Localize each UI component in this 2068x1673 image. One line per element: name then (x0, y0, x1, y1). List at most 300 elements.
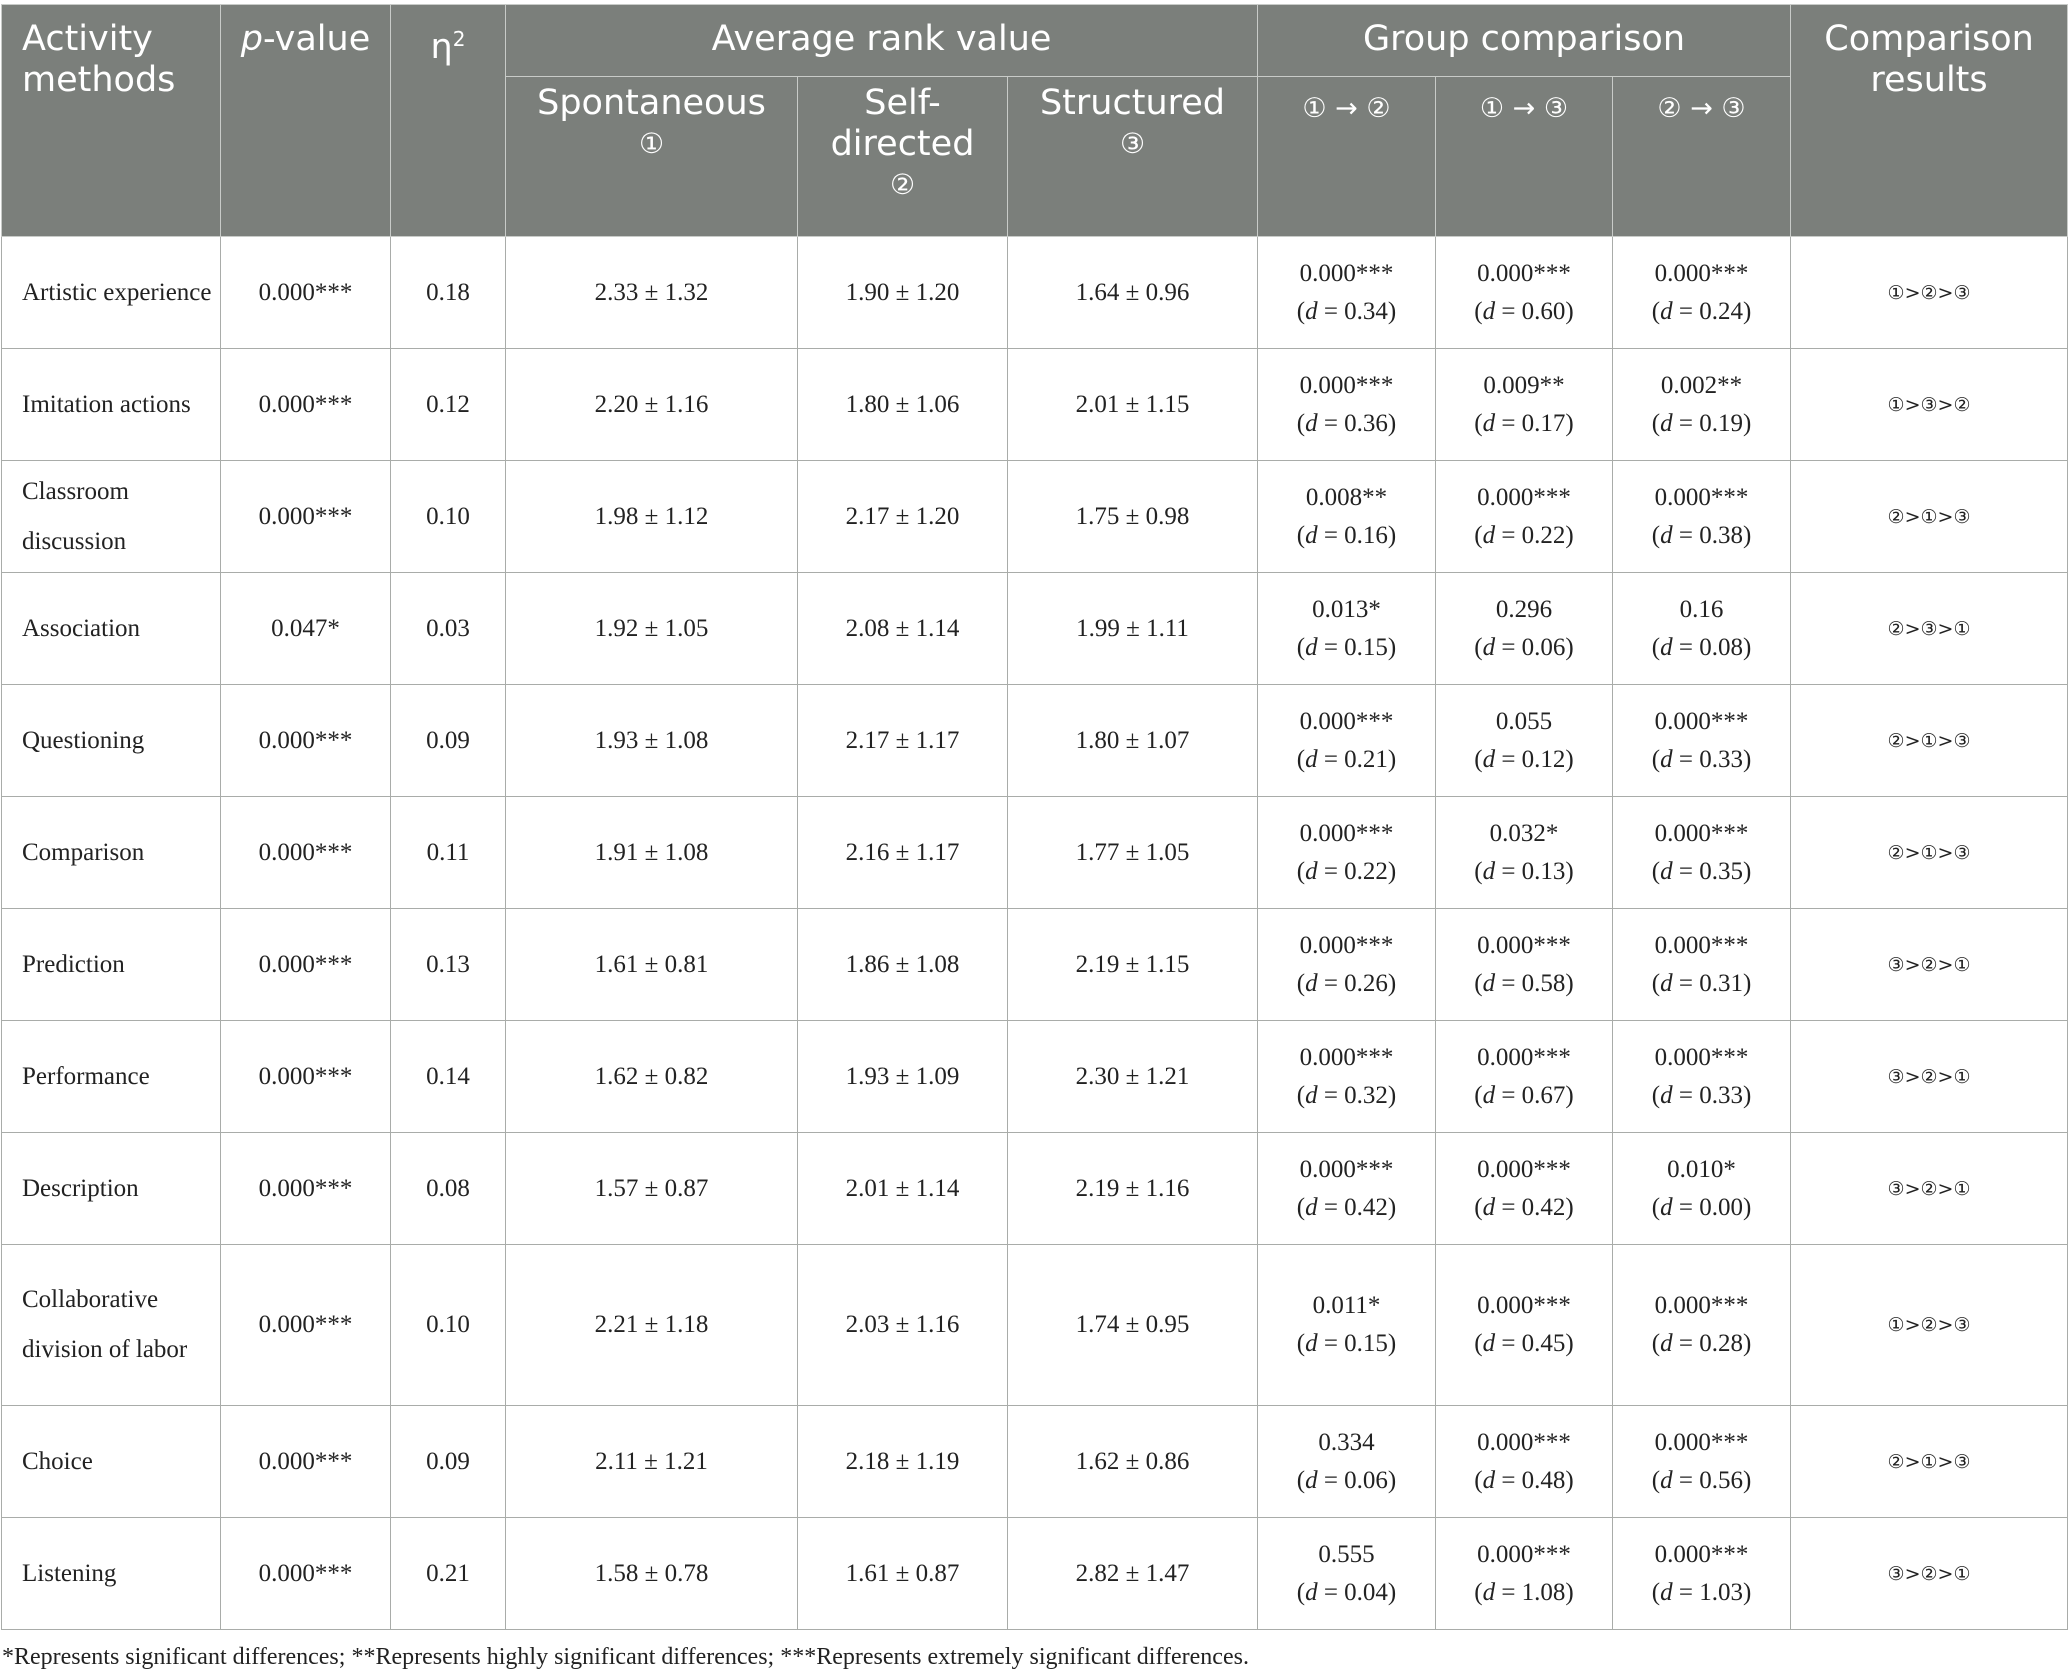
d-value: 0.33 (1699, 745, 1743, 773)
d-letter: d (1660, 1578, 1673, 1606)
cell-cmp-1-3 (1436, 573, 1613, 685)
d-value: 0.15 (1344, 633, 1388, 661)
table-page (0, 4, 2068, 1671)
d-value: 0.06 (1344, 1466, 1388, 1494)
activity-methods-table (1, 4, 2068, 1630)
d-letter: d (1482, 1193, 1496, 1221)
cell-cmp-2-3 (1613, 685, 1791, 797)
paren-open: ( (1474, 1578, 1483, 1606)
equals: = (1495, 745, 1522, 773)
cell-cmp-1-2-p: 0.000*** (1299, 259, 1394, 287)
cell-rank-spontaneous: 1.57 ± 0.87 (506, 1133, 798, 1245)
cell-cmp-1-3-effect-size (1436, 965, 1612, 1003)
cell-eta-squared: 0.13 (391, 909, 506, 1021)
paren-close: ) (1742, 1081, 1752, 1109)
paren-open: ( (1474, 1330, 1483, 1357)
cell-cmp-1-2 (1258, 573, 1436, 685)
paren-open: ( (1296, 857, 1306, 885)
d-value: 0.45 (1521, 1330, 1566, 1357)
d-letter: d (1660, 1081, 1673, 1109)
d-letter: d (1482, 521, 1496, 549)
cell-cmp-1-3-effect-size (1436, 1325, 1612, 1363)
cell-cmp-1-2 (1258, 1518, 1436, 1630)
cell-rank-spontaneous: 1.92 ± 1.05 (506, 573, 798, 685)
cell-cmp-2-3-p: 0.000*** (1654, 483, 1749, 511)
cell-eta-squared: 0.11 (391, 797, 506, 909)
cell-rank-spontaneous: 2.11 ± 1.21 (506, 1406, 798, 1518)
paren-open: ( (1296, 745, 1306, 773)
cell-cmp-2-3-effect-size (1613, 1574, 1790, 1612)
table-row (2, 573, 2068, 685)
equals: = (1672, 633, 1700, 661)
paren-close: ) (1565, 521, 1574, 549)
equals: = (1317, 969, 1345, 997)
header-structured (1008, 77, 1258, 237)
cell-cmp-1-3 (1436, 1406, 1613, 1518)
paren-close: ) (1387, 1330, 1397, 1357)
d-letter: d (1305, 633, 1318, 661)
cell-cmp-1-2-effect-size (1258, 1574, 1435, 1612)
paren-close: ) (1742, 409, 1752, 437)
cell-cmp-1-3-effect-size (1436, 1077, 1612, 1115)
d-letter: d (1660, 857, 1673, 885)
paren-open: ( (1651, 1466, 1661, 1494)
d-letter: d (1660, 745, 1673, 773)
cell-cmp-2-3-effect-size (1613, 1077, 1790, 1115)
cell-cmp-2-3 (1613, 797, 1791, 909)
cell-cmp-1-2-p: 0.334 (1318, 1428, 1375, 1456)
paren-open: ( (1474, 409, 1483, 437)
paren-open: ( (1651, 1330, 1661, 1357)
cell-cmp-1-2 (1258, 1406, 1436, 1518)
header-group-comparison: Group comparison (1258, 5, 1791, 77)
cell-cmp-1-3 (1436, 685, 1613, 797)
cell-rank-structured: 1.75 ± 0.98 (1008, 461, 1258, 573)
cell-cmp-2-3-p: 0.000*** (1654, 1292, 1749, 1319)
paren-open: ( (1296, 521, 1306, 549)
cell-cmp-1-3-p: 0.000*** (1477, 1292, 1571, 1319)
cell-cmp-1-2-effect-size (1258, 1077, 1435, 1115)
cell-cmp-1-3-p: 0.000*** (1477, 483, 1571, 511)
paren-close: ) (1565, 1193, 1574, 1221)
header-cmp-1-3-label: ① → ③ (1479, 93, 1569, 124)
header-activity-methods: Activity methods (2, 5, 221, 237)
cell-cmp-1-3-effect-size (1436, 405, 1612, 443)
paren-close: ) (1742, 745, 1752, 773)
equals: = (1317, 409, 1345, 437)
equals: = (1672, 1193, 1700, 1221)
d-value: 0.26 (1344, 969, 1388, 997)
d-letter: d (1660, 969, 1673, 997)
equals: = (1495, 1330, 1522, 1357)
cell-cmp-2-3-p: 0.002** (1660, 371, 1743, 399)
equals: = (1317, 633, 1345, 661)
cell-activity-method: Description (2, 1133, 221, 1245)
header-structured-mark: ③ (1119, 127, 1146, 160)
paren-open: ( (1296, 297, 1306, 325)
d-letter: d (1482, 745, 1496, 773)
cell-cmp-2-3 (1613, 1406, 1791, 1518)
equals: = (1317, 297, 1345, 325)
cell-rank-self-directed: 2.17 ± 1.20 (798, 461, 1008, 573)
equals: = (1317, 521, 1345, 549)
paren-open: ( (1474, 1193, 1483, 1221)
cell-p-value: 0.000*** (221, 909, 391, 1021)
d-letter: d (1482, 1081, 1496, 1109)
cell-cmp-1-3-effect-size (1436, 741, 1612, 779)
paren-open: ( (1651, 1193, 1661, 1221)
d-value: 0.35 (1699, 857, 1743, 885)
equals: = (1317, 1466, 1345, 1494)
cell-cmp-1-2 (1258, 685, 1436, 797)
d-value: 0.60 (1521, 297, 1566, 325)
cell-cmp-1-3 (1436, 797, 1613, 909)
cell-activity-method: Listening (2, 1518, 221, 1630)
cell-cmp-2-3-p: 0.000*** (1654, 1540, 1749, 1568)
cell-activity-method: Prediction (2, 909, 221, 1021)
cell-cmp-1-2-p: 0.000*** (1299, 931, 1394, 959)
cell-cmp-2-3-effect-size (1613, 629, 1790, 667)
paren-open: ( (1651, 969, 1661, 997)
d-letter: d (1482, 297, 1496, 325)
paren-close: ) (1387, 633, 1397, 661)
cell-comparison-result: ③>②>① (1791, 909, 2068, 1021)
d-letter: d (1660, 1330, 1673, 1357)
cell-cmp-2-3-p: 0.000*** (1654, 707, 1749, 735)
table-footnote: *Represents significant differences; **Represents highly significant differences; ***Represents extremely significant differences. (2, 1644, 1249, 1670)
cell-rank-self-directed: 2.17 ± 1.17 (798, 685, 1008, 797)
equals: = (1672, 409, 1700, 437)
equals: = (1672, 1081, 1700, 1109)
cell-cmp-1-2 (1258, 1133, 1436, 1245)
paren-close: ) (1387, 409, 1397, 437)
cell-cmp-2-3-p: 0.16 (1679, 595, 1724, 623)
cell-cmp-1-3-p: 0.000*** (1477, 1155, 1571, 1183)
paren-close: ) (1742, 969, 1752, 997)
d-letter: d (1305, 521, 1318, 549)
paren-open: ( (1474, 969, 1483, 997)
cell-comparison-result: ①>②>③ (1791, 237, 2068, 349)
cell-p-value: 0.000*** (221, 461, 391, 573)
cell-cmp-1-2-effect-size (1258, 965, 1435, 1003)
cell-p-value: 0.047* (221, 573, 391, 685)
cell-rank-structured: 1.64 ± 0.96 (1008, 237, 1258, 349)
cell-rank-structured: 1.62 ± 0.86 (1008, 1406, 1258, 1518)
cell-cmp-1-3 (1436, 1245, 1613, 1406)
paren-open: ( (1296, 1330, 1306, 1357)
paren-close: ) (1742, 297, 1752, 325)
d-value: 0.17 (1521, 409, 1566, 437)
cell-eta-squared: 0.12 (391, 349, 506, 461)
cell-rank-spontaneous: 2.20 ± 1.16 (506, 349, 798, 461)
equals: = (1672, 521, 1700, 549)
cell-p-value: 0.000*** (221, 349, 391, 461)
table-row (2, 1021, 2068, 1133)
cell-cmp-1-3 (1436, 1133, 1613, 1245)
cell-cmp-1-2-effect-size (1258, 1189, 1435, 1227)
cell-cmp-1-3-p: 0.032* (1489, 819, 1559, 847)
table-row (2, 349, 2068, 461)
cell-cmp-1-3 (1436, 909, 1613, 1021)
cell-cmp-1-3 (1436, 1518, 1613, 1630)
cell-cmp-2-3-effect-size (1613, 405, 1790, 443)
header-self-directed-label: Self-directed (830, 83, 975, 164)
header-eta-sup: 2 (452, 27, 466, 51)
cell-p-value: 0.000*** (221, 1133, 391, 1245)
cell-comparison-result: ③>②>① (1791, 1133, 2068, 1245)
cell-cmp-1-3 (1436, 349, 1613, 461)
equals: = (1672, 745, 1700, 773)
cell-cmp-2-3-effect-size (1613, 1325, 1790, 1363)
paren-close: ) (1387, 1193, 1397, 1221)
cell-cmp-1-2 (1258, 461, 1436, 573)
table-row (2, 1245, 2068, 1406)
paren-close: ) (1742, 1578, 1752, 1606)
d-value: 0.08 (1699, 633, 1743, 661)
header-p-letter: p (240, 19, 263, 59)
cell-rank-spontaneous: 1.62 ± 0.82 (506, 1021, 798, 1133)
cell-activity-method: Artistic experience (2, 237, 221, 349)
paren-open: ( (1474, 297, 1483, 325)
cell-cmp-2-3 (1613, 237, 1791, 349)
paren-open: ( (1651, 1081, 1661, 1109)
cell-cmp-1-2-effect-size (1258, 741, 1435, 779)
paren-open: ( (1296, 1578, 1306, 1606)
header-self-directed-mark: ② (889, 168, 916, 201)
d-value: 0.42 (1521, 1193, 1566, 1221)
d-letter: d (1482, 857, 1496, 885)
cell-cmp-1-3 (1436, 1021, 1613, 1133)
equals: = (1495, 1578, 1522, 1606)
cell-cmp-1-2-effect-size (1258, 853, 1435, 891)
d-letter: d (1305, 1193, 1318, 1221)
d-value: 0.32 (1344, 1081, 1388, 1109)
cell-cmp-2-3-p: 0.010* (1667, 1155, 1736, 1183)
cell-cmp-1-2-effect-size (1258, 405, 1435, 443)
paren-open: ( (1651, 1578, 1661, 1606)
cell-cmp-1-2-p: 0.008** (1305, 483, 1388, 511)
header-spontaneous-label: Spontaneous (537, 83, 766, 123)
cell-cmp-1-3-p: 0.000*** (1477, 259, 1571, 287)
d-value: 0.21 (1344, 745, 1388, 773)
cell-comparison-result: ②>①>③ (1791, 797, 2068, 909)
paren-open: ( (1296, 409, 1306, 437)
cell-p-value: 0.000*** (221, 1406, 391, 1518)
cell-eta-squared: 0.09 (391, 1406, 506, 1518)
d-value: 0.04 (1344, 1578, 1388, 1606)
cell-rank-structured: 1.74 ± 0.95 (1008, 1245, 1258, 1406)
cell-cmp-1-3 (1436, 461, 1613, 573)
table-row (2, 1518, 2068, 1630)
cell-rank-self-directed: 1.93 ± 1.09 (798, 1021, 1008, 1133)
d-letter: d (1660, 1466, 1673, 1494)
equals: = (1495, 409, 1522, 437)
cell-cmp-1-3-p: 0.296 (1495, 595, 1553, 623)
paren-close: ) (1742, 633, 1752, 661)
equals: = (1495, 297, 1522, 325)
cell-p-value: 0.000*** (221, 1518, 391, 1630)
paren-close: ) (1565, 1578, 1574, 1606)
cell-p-value: 0.000*** (221, 1021, 391, 1133)
header-eta-symbol: η (430, 27, 453, 68)
cell-cmp-1-2 (1258, 237, 1436, 349)
header-comparison-results: Comparison results (1791, 5, 2068, 237)
cell-cmp-1-3-effect-size (1436, 853, 1612, 891)
paren-open: ( (1296, 969, 1306, 997)
d-value: 0.58 (1521, 969, 1566, 997)
d-value: 0.38 (1699, 521, 1743, 549)
equals: = (1317, 1193, 1345, 1221)
cell-rank-self-directed: 2.01 ± 1.14 (798, 1133, 1008, 1245)
cell-cmp-1-2 (1258, 1245, 1436, 1406)
cell-cmp-1-2-p: 0.000*** (1299, 707, 1394, 735)
d-letter: d (1305, 969, 1318, 997)
cell-cmp-1-3-effect-size (1436, 1189, 1612, 1227)
cell-p-value: 0.000*** (221, 685, 391, 797)
table-header (2, 5, 2068, 237)
cell-cmp-1-3-p: 0.009** (1483, 371, 1565, 399)
d-value: 0.34 (1344, 297, 1388, 325)
cell-cmp-1-3-effect-size (1436, 1574, 1612, 1612)
paren-close: ) (1565, 409, 1574, 437)
table-row (2, 909, 2068, 1021)
cell-activity-method: Association (2, 573, 221, 685)
equals: = (1672, 1330, 1700, 1357)
equals: = (1672, 1578, 1700, 1606)
cell-cmp-1-3-p: 0.000*** (1477, 931, 1571, 959)
d-value: 0.06 (1521, 633, 1566, 661)
d-value: 0.16 (1344, 521, 1388, 549)
cell-cmp-2-3 (1613, 909, 1791, 1021)
cell-rank-self-directed: 1.86 ± 1.08 (798, 909, 1008, 1021)
cell-rank-spontaneous: 2.33 ± 1.32 (506, 237, 798, 349)
cell-cmp-1-2-p: 0.013* (1312, 595, 1381, 623)
cell-rank-spontaneous: 1.61 ± 0.81 (506, 909, 798, 1021)
paren-close: ) (1742, 521, 1752, 549)
cell-eta-squared: 0.10 (391, 461, 506, 573)
cell-activity-method: Choice (2, 1406, 221, 1518)
paren-close: ) (1742, 857, 1752, 885)
d-value: 0.31 (1699, 969, 1743, 997)
cell-rank-self-directed: 1.61 ± 0.87 (798, 1518, 1008, 1630)
d-value: 0.56 (1699, 1466, 1743, 1494)
equals: = (1495, 633, 1522, 661)
d-letter: d (1305, 409, 1318, 437)
paren-close: ) (1565, 1081, 1574, 1109)
header-self-directed (798, 77, 1008, 237)
cell-cmp-2-3-p: 0.000*** (1654, 1428, 1749, 1456)
paren-close: ) (1387, 857, 1397, 885)
cell-cmp-2-3-effect-size (1613, 853, 1790, 891)
d-value: 0.12 (1521, 745, 1566, 773)
cell-cmp-1-2-p: 0.555 (1318, 1540, 1375, 1568)
paren-open: ( (1651, 745, 1661, 773)
cell-rank-self-directed: 1.90 ± 1.20 (798, 237, 1008, 349)
cell-rank-structured: 1.77 ± 1.05 (1008, 797, 1258, 909)
cell-cmp-1-3-p: 0.000*** (1477, 1428, 1571, 1456)
equals: = (1317, 1081, 1345, 1109)
d-value: 0.36 (1344, 409, 1388, 437)
cell-cmp-1-3-p: 0.055 (1495, 707, 1553, 735)
d-value: 1.08 (1521, 1578, 1566, 1606)
cell-rank-structured: 2.30 ± 1.21 (1008, 1021, 1258, 1133)
cell-comparison-result: ②>①>③ (1791, 461, 2068, 573)
equals: = (1672, 1466, 1700, 1494)
header-p-rest: -value (262, 19, 371, 59)
cell-p-value: 0.000*** (221, 237, 391, 349)
cell-cmp-1-2-effect-size (1258, 293, 1435, 331)
cell-cmp-1-2-effect-size (1258, 629, 1435, 667)
cell-rank-structured: 2.19 ± 1.16 (1008, 1133, 1258, 1245)
cell-cmp-1-2-effect-size (1258, 1462, 1435, 1500)
d-letter: d (1305, 1330, 1318, 1357)
cell-cmp-2-3-p: 0.000*** (1654, 1043, 1749, 1071)
cell-comparison-result: ③>②>① (1791, 1518, 2068, 1630)
cell-rank-spontaneous: 1.93 ± 1.08 (506, 685, 798, 797)
cell-p-value: 0.000*** (221, 797, 391, 909)
cell-rank-self-directed: 2.08 ± 1.14 (798, 573, 1008, 685)
cell-rank-structured: 2.82 ± 1.47 (1008, 1518, 1258, 1630)
cell-cmp-1-2 (1258, 1021, 1436, 1133)
paren-close: ) (1387, 521, 1397, 549)
cell-activity-method: Questioning (2, 685, 221, 797)
cell-cmp-2-3 (1613, 1021, 1791, 1133)
paren-open: ( (1651, 857, 1661, 885)
cell-cmp-2-3-p: 0.000*** (1654, 931, 1749, 959)
d-value: 0.00 (1699, 1193, 1743, 1221)
paren-close: ) (1565, 857, 1574, 885)
cell-cmp-2-3 (1613, 1133, 1791, 1245)
equals: = (1495, 521, 1522, 549)
paren-open: ( (1296, 1193, 1306, 1221)
cell-cmp-2-3 (1613, 349, 1791, 461)
paren-close: ) (1565, 1466, 1574, 1494)
cell-cmp-1-2-p: 0.000*** (1299, 1043, 1394, 1071)
cell-rank-self-directed: 2.03 ± 1.16 (798, 1245, 1008, 1406)
header-spontaneous (506, 77, 798, 237)
table-body (2, 237, 2068, 1630)
cell-comparison-result: ②>①>③ (1791, 1406, 2068, 1518)
cell-rank-structured: 2.01 ± 1.15 (1008, 349, 1258, 461)
d-letter: d (1305, 1466, 1318, 1494)
paren-open: ( (1474, 745, 1483, 773)
cell-rank-structured: 2.19 ± 1.15 (1008, 909, 1258, 1021)
cell-cmp-2-3 (1613, 573, 1791, 685)
header-spontaneous-mark: ① (638, 127, 665, 160)
equals: = (1495, 1081, 1522, 1109)
paren-close: ) (1565, 969, 1574, 997)
cell-cmp-1-3-effect-size (1436, 517, 1612, 555)
paren-close: ) (1565, 745, 1574, 773)
header-cmp-1-2 (1258, 77, 1436, 237)
equals: = (1317, 745, 1345, 773)
d-letter: d (1482, 1466, 1496, 1494)
paren-open: ( (1474, 1081, 1483, 1109)
cell-cmp-1-3 (1436, 237, 1613, 349)
header-structured-label: Structured (1039, 83, 1226, 123)
cell-eta-squared: 0.21 (391, 1518, 506, 1630)
paren-close: ) (1742, 1330, 1752, 1357)
d-letter: d (1482, 1578, 1496, 1606)
cell-activity-method: Comparison (2, 797, 221, 909)
header-cmp-1-2-label: ① → ② (1302, 93, 1391, 124)
d-value: 0.19 (1699, 409, 1743, 437)
d-value: 0.15 (1344, 1330, 1388, 1357)
d-letter: d (1305, 745, 1318, 773)
paren-close: ) (1565, 1330, 1574, 1357)
cell-cmp-2-3 (1613, 461, 1791, 573)
cell-eta-squared: 0.03 (391, 573, 506, 685)
